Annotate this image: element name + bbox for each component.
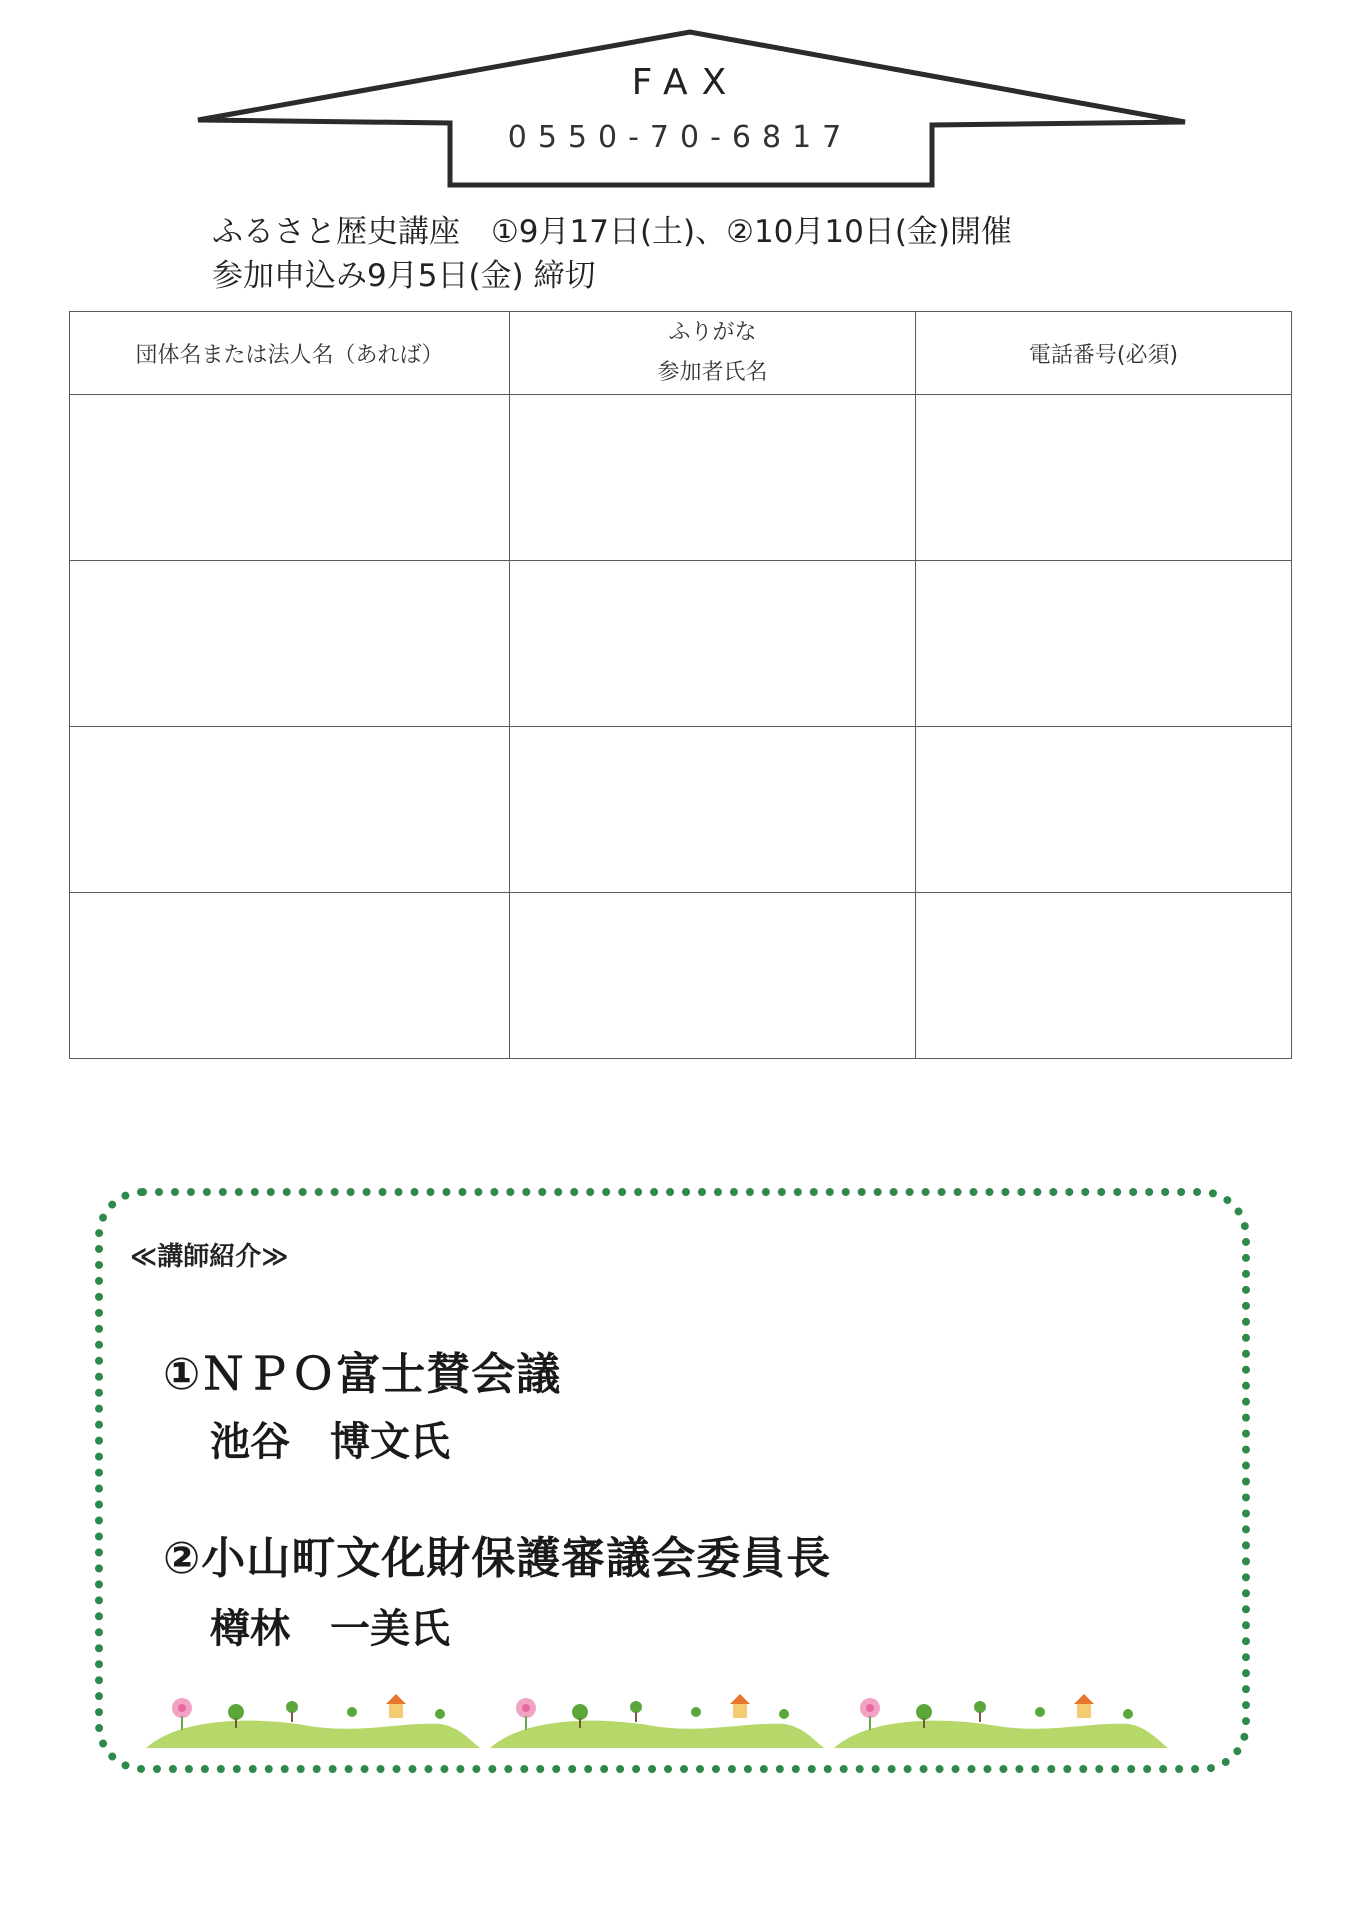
participant-name-cell[interactable] [510, 561, 916, 727]
header-phone: 電話番号(必須) [916, 312, 1292, 395]
lecturer-1-affiliation: ①ＮＰＯ富士賛会議 [163, 1349, 562, 1400]
application-deadline-text: 参加申込み9月5日(金) 締切 [212, 258, 596, 294]
landscape-illustration [140, 1670, 1180, 1750]
table-row [70, 561, 1292, 727]
fax-label: FAX [631, 62, 741, 103]
participant-name-cell[interactable] [510, 893, 916, 1059]
landscape-hill-group-3 [834, 1694, 1168, 1748]
header-participant: 参加者氏名 [657, 360, 768, 385]
lecturer-2-name: 樽林 一美氏 [210, 1606, 450, 1652]
header-participant-name [510, 312, 916, 395]
phone-cell[interactable] [916, 395, 1292, 561]
lecturer-1-name: 池谷 博文氏 [210, 1419, 450, 1465]
table-row [70, 727, 1292, 893]
phone-cell[interactable] [916, 727, 1292, 893]
landscape-hill-group-1 [146, 1694, 480, 1748]
phone-cell[interactable] [916, 893, 1292, 1059]
table-row [70, 395, 1292, 561]
phone-cell[interactable] [916, 561, 1292, 727]
landscape-hill-group-2 [490, 1694, 824, 1748]
participant-name-cell[interactable] [510, 395, 916, 561]
lecturer-2-affiliation: ②小山町文化財保護審議会委員長 [163, 1533, 832, 1584]
application-form-table [69, 311, 1292, 1059]
organization-cell[interactable] [70, 561, 510, 727]
header-furigana: ふりがな [668, 320, 757, 345]
fax-number: 0550-70-6817 [507, 120, 853, 155]
table-row [70, 893, 1292, 1059]
organization-cell[interactable] [70, 727, 510, 893]
organization-cell[interactable] [70, 395, 510, 561]
organization-cell[interactable] [70, 893, 510, 1059]
header-organization: 団体名または法人名（あれば） [70, 312, 510, 395]
lecturer-section-title: ≪講師紹介≫ [130, 1242, 289, 1272]
participant-name-cell[interactable] [510, 727, 916, 893]
table-header-row [70, 312, 1292, 395]
lecture-schedule-text: ふるさと歴史講座 ①9月17日(土)、②10月10日(金)開催 [212, 214, 1013, 250]
